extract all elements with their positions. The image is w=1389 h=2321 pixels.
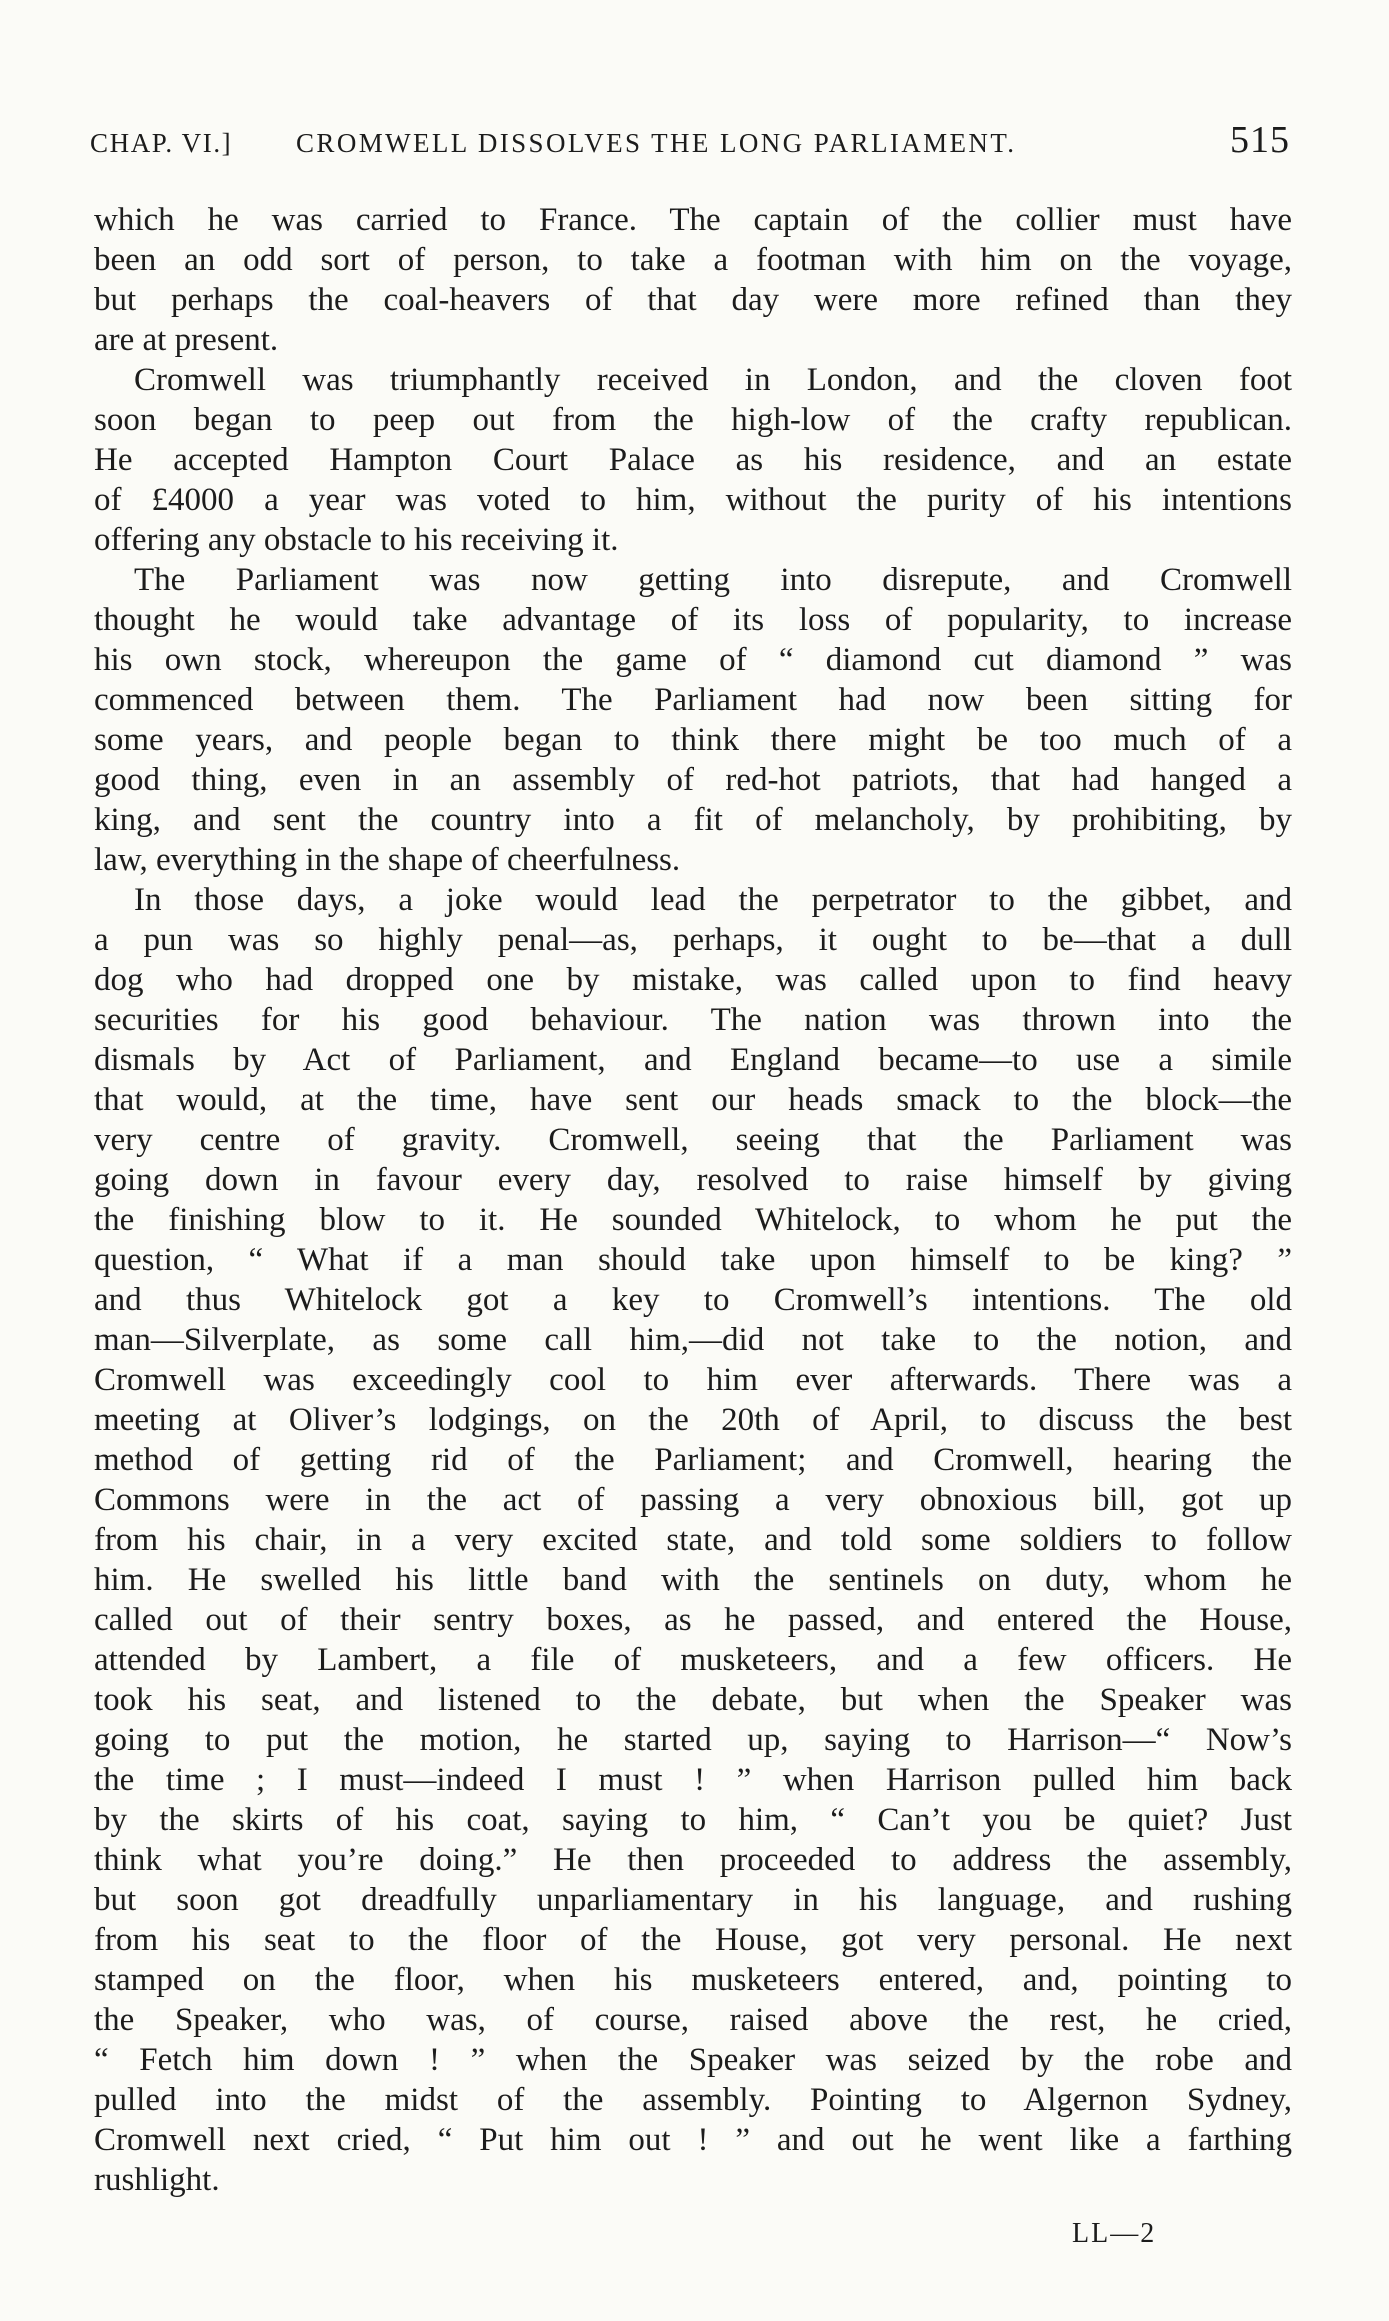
text-line: are at present. (94, 322, 279, 358)
text-line: Cromwell was triumphantly received in London, and the cloven foot (134, 362, 1292, 398)
text-line: that would, at the time, have sent our heads smack to the block—the (94, 1082, 1292, 1118)
page-number: 515 (1230, 119, 1290, 161)
text-line: good thing, even in an assembly of red-hot patriots, that had hanged a (94, 762, 1292, 798)
text-line: king, and sent the country into a fit of melancholy, by prohibiting, by (94, 802, 1292, 838)
text-line: the time ; I must—indeed I must ! ” when Harrison pulled him back (94, 1762, 1292, 1798)
text-line: which he was carried to France. The captain of the collier must have (94, 202, 1292, 238)
text-line: going down in favour every day, resolved to raise himself by giving (94, 1162, 1292, 1198)
text-line: very centre of gravity. Cromwell, seeing that the Parliament was (94, 1122, 1292, 1158)
text-line: method of getting rid of the Parliament; and Cromwell, hearing the (94, 1442, 1292, 1478)
text-line: rushlight. (94, 2162, 220, 2198)
text-line: Cromwell next cried, “ Put him out ! ” and out he went like a farthing (94, 2122, 1292, 2158)
text-line: Cromwell was exceedingly cool to him ever afterwards. There was a (94, 1362, 1292, 1398)
text-line: commenced between them. The Parliament had now been sitting for (94, 682, 1292, 718)
text-line: law, everything in the shape of cheerfulness. (94, 842, 681, 878)
text-line: pulled into the midst of the assembly. Pointing to Algernon Sydney, (94, 2082, 1292, 2118)
text-line: going to put the motion, he started up, saying to Harrison—“ Now’s (94, 1722, 1292, 1758)
running-title: CROMWELL DISSOLVES THE LONG PARLIAMENT. (296, 128, 1017, 158)
text-line: took his seat, and listened to the debate, but when the Speaker was (94, 1682, 1292, 1718)
text-line: Commons were in the act of passing a very obnoxious bill, got up (94, 1482, 1292, 1518)
text-line: from his chair, in a very excited state, and told some soldiers to follow (94, 1522, 1292, 1558)
text-line: The Parliament was now getting into disrepute, and Cromwell (134, 562, 1292, 598)
text-line: from his seat to the floor of the House, got very personal. He next (94, 1922, 1292, 1958)
text-line: him. He swelled his little band with the sentinels on duty, whom he (94, 1562, 1292, 1598)
text-line: but perhaps the coal-heavers of that day were more refined than they (94, 282, 1292, 318)
text-line: meeting at Oliver’s lodgings, on the 20th of April, to discuss the best (94, 1402, 1292, 1438)
text-line: He accepted Hampton Court Palace as his residence, and an estate (94, 442, 1292, 478)
running-head (90, 118, 1290, 168)
text-line: think what you’re doing.” He then proceeded to address the assembly, (94, 1842, 1292, 1878)
text-line: “ Fetch him down ! ” when the Speaker was seized by the robe and (94, 2042, 1292, 2078)
text-line: dismals by Act of Parliament, and England became—to use a simile (94, 1042, 1292, 1078)
text-line: called out of their sentry boxes, as he passed, and entered the House, (94, 1602, 1292, 1638)
text-line: soon began to peep out from the high-low of the crafty republican. (94, 402, 1292, 438)
text-line: his own stock, whereupon the game of “ diamond cut diamond ” was (94, 642, 1292, 678)
text-line: some years, and people began to think there might be too much of a (94, 722, 1292, 758)
text-line: securities for his good behaviour. The nation was thrown into the (94, 1002, 1292, 1038)
text-line: the finishing blow to it. He sounded Whitelock, to whom he put the (94, 1202, 1292, 1238)
text-line: a pun was so highly penal—as, perhaps, it ought to be—that a dull (94, 922, 1292, 958)
text-line: man—Silverplate, as some call him,—did not take to the notion, and (94, 1322, 1292, 1358)
text-line: been an odd sort of person, to take a footman with him on the voyage, (94, 242, 1292, 278)
text-line: offering any obstacle to his receiving it. (94, 522, 619, 558)
text-line: attended by Lambert, a file of musketeers, and a few officers. He (94, 1642, 1292, 1678)
text-line: thought he would take advantage of its loss of popularity, to increase (94, 602, 1292, 638)
text-line: the Speaker, who was, of course, raised above the rest, he cried, (94, 2002, 1292, 2038)
chapter-label: CHAP. VI.] (90, 128, 233, 158)
text-line: In those days, a joke would lead the perpetrator to the gibbet, and (134, 882, 1292, 918)
text-line: by the skirts of his coat, saying to him, “ Can’t you be quiet? Just (94, 1802, 1292, 1838)
text-line: question, “ What if a man should take upon himself to be king? ” (94, 1242, 1292, 1278)
text-line: but soon got dreadfully unparliamentary in his language, and rushing (94, 1882, 1292, 1918)
text-line: stamped on the floor, when his musketeers entered, and, pointing to (94, 1962, 1292, 1998)
printer-signature: LL—2 (1072, 2218, 1157, 2249)
text-line: of £4000 a year was voted to him, without the purity of his intentions (94, 482, 1292, 518)
body-text (94, 200, 1292, 2200)
text-line: and thus Whitelock got a key to Cromwell’s intentions. The old (94, 1282, 1292, 1318)
text-line: dog who had dropped one by mistake, was called upon to find heavy (94, 962, 1292, 998)
